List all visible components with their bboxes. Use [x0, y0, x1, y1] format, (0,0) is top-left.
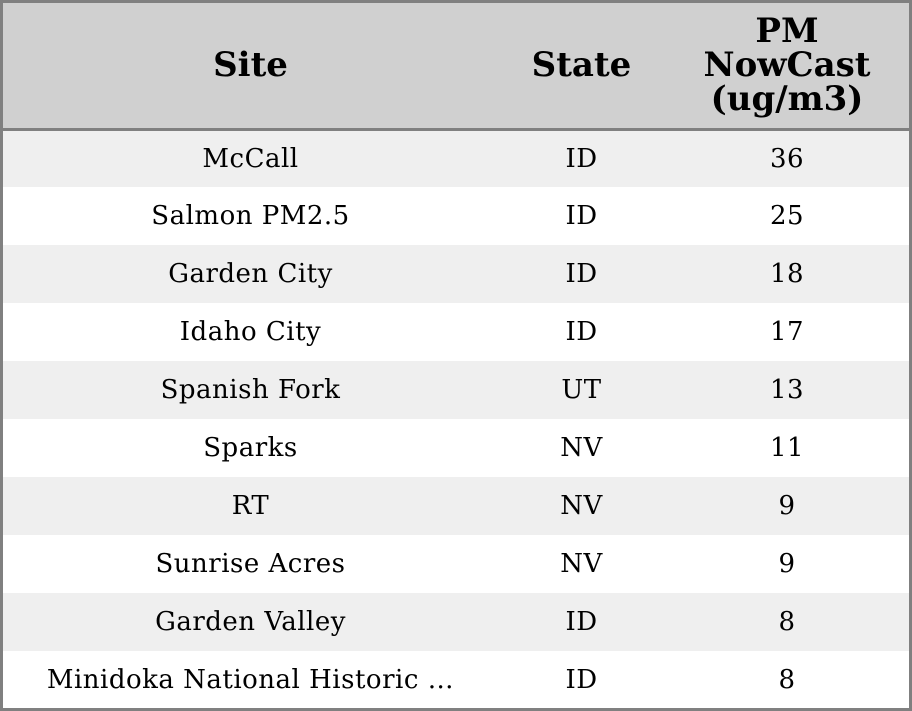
- header-pm-line3: (ug/m3): [710, 79, 864, 120]
- header-pm-line2: NowCast: [703, 45, 871, 86]
- header-site: Site: [3, 3, 498, 129]
- cell-state: ID: [565, 143, 598, 174]
- cell-pm-nowcast: 36: [769, 143, 805, 174]
- cell-site: Minidoka National Historic …: [46, 665, 455, 695]
- cell-pm-nowcast: 17: [769, 317, 805, 347]
- cell-state: ID: [565, 259, 598, 289]
- table-row: [3, 303, 909, 361]
- cell-pm-nowcast: 8: [778, 607, 796, 637]
- header-state: State: [498, 3, 665, 129]
- cell-state: NV: [560, 433, 603, 463]
- cell-pm-nowcast: 8: [778, 665, 796, 695]
- table-row: [3, 419, 909, 477]
- cell-site: Spanish Fork: [160, 375, 341, 405]
- header-pm-line1: PM: [755, 11, 819, 52]
- cell-state: ID: [565, 201, 598, 231]
- table-row: [3, 187, 909, 245]
- table-header: [3, 3, 909, 129]
- table-row: [3, 593, 909, 651]
- cell-site: Sunrise Acres: [155, 549, 346, 579]
- cell-site: Salmon PM2.5: [151, 201, 350, 231]
- cell-state: ID: [565, 665, 598, 695]
- cell-state: ID: [565, 317, 598, 347]
- cell-pm-nowcast: 9: [778, 549, 796, 579]
- table-row: [3, 361, 909, 419]
- cell-site: Garden Valley: [155, 607, 346, 637]
- cell-site: Idaho City: [179, 317, 322, 347]
- cell-pm-nowcast: 11: [769, 433, 805, 463]
- cell-site: RT: [231, 491, 270, 521]
- table-row: [3, 535, 909, 593]
- table-row: [3, 477, 909, 535]
- table-row: [3, 651, 909, 709]
- cell-pm-nowcast: 9: [778, 491, 796, 521]
- cell-state: NV: [560, 549, 603, 579]
- header-row: [3, 3, 909, 129]
- cell-site: Sparks: [203, 433, 298, 463]
- cell-site: McCall: [202, 143, 299, 174]
- cell-state: NV: [560, 491, 603, 521]
- pm-nowcast-table: [3, 3, 909, 709]
- cell-pm-nowcast: 25: [769, 201, 805, 231]
- cell-site: Garden City: [168, 259, 333, 289]
- header-pm-nowcast: [665, 3, 909, 129]
- cell-state: UT: [561, 375, 602, 405]
- cell-state: ID: [565, 607, 598, 637]
- table-row: [3, 129, 909, 187]
- cell-pm-nowcast: 18: [769, 259, 805, 289]
- table-body: [3, 129, 909, 709]
- cell-pm-nowcast: 13: [769, 375, 805, 405]
- table-row: [3, 245, 909, 303]
